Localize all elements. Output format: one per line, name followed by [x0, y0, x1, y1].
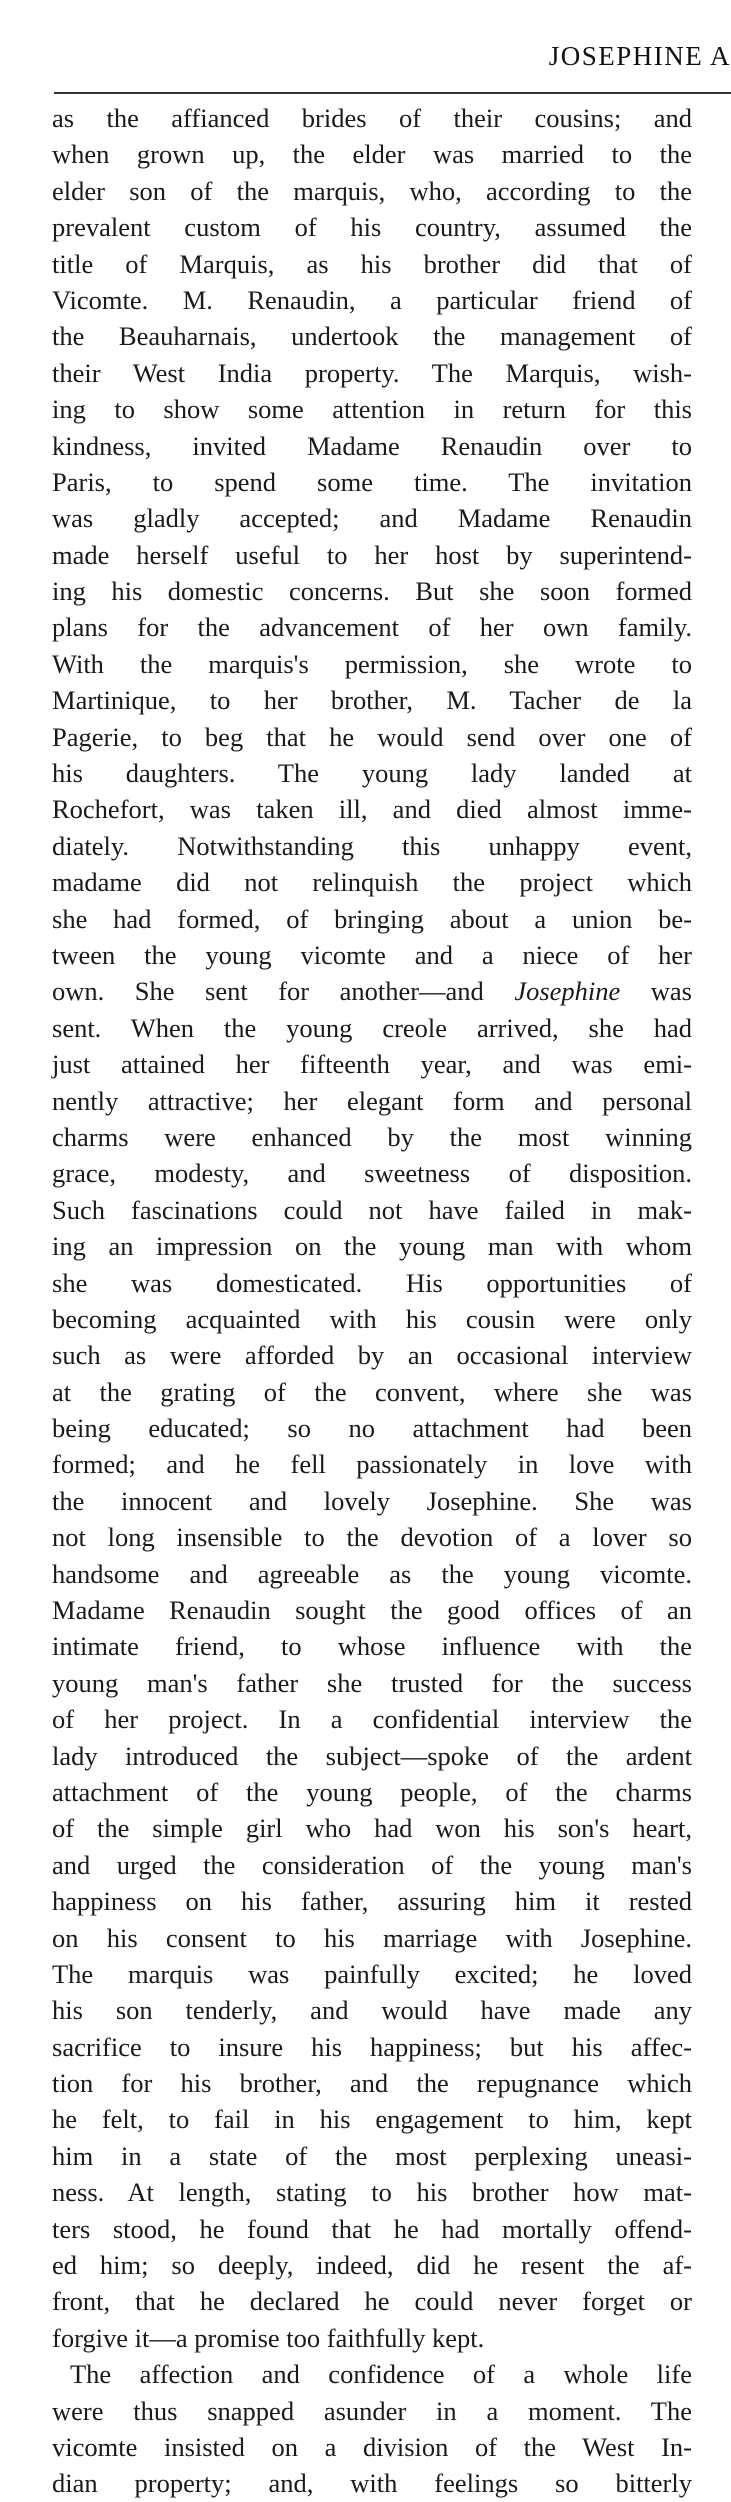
text-line: his son tenderly, and would have made any [52, 1995, 692, 2026]
text-line: Vicomte. M. Renaudin, a particular friend of [52, 284, 692, 315]
text-line: made herself useful to her host by superintend- [52, 539, 692, 570]
text-line: just attained her fifteenth year, and was emi- [52, 1049, 692, 1080]
text-line: prevalent custom of his country, assumed the [52, 212, 692, 243]
text-line: ed him; so deeply, indeed, did he resent the af- [52, 2250, 692, 2281]
text-line: Such fascinations could not have failed in mak- [52, 1194, 692, 1225]
text-line: dian property; and, with feelings so bitterly [52, 2468, 692, 2499]
text-line: ters stood, he found that he had mortally offend- [52, 2213, 692, 2244]
running-head: JOSEPHINE A [548, 41, 731, 71]
text-line: handsome and agreeable as the young vicomte. [52, 1558, 692, 1589]
text-line: forgive it—a promise too faithfully kept. [52, 2322, 485, 2353]
text-line: Rochefort, was taken ill, and died almost imme- [52, 794, 692, 825]
text-line: Pagerie, to beg that he would send over one of [52, 721, 692, 752]
text-line: his daughters. The young lady landed at [52, 758, 692, 789]
text-line: he felt, to fail in his engagement to him, kept [52, 2104, 692, 2135]
text-line: lady introduced the subject—spoke of the ardent [52, 1740, 692, 1771]
header-rule [54, 92, 731, 94]
text-line: front, that he declared he could never forget or [52, 2286, 692, 2317]
text-line: the Beauharnais, undertook the management of [52, 321, 692, 352]
page-header [0, 36, 731, 76]
text-line: young man's father she trusted for the success [52, 1667, 692, 1698]
emphasis-text: Josephine [514, 976, 621, 1007]
text-line: ing an impression on the young man with whom [52, 1231, 692, 1262]
text-line: she was domesticated. His opportunities of [52, 1267, 692, 1298]
text-line: elder son of the marquis, who, according to the [52, 175, 692, 206]
text-line: attachment of the young people, of the charms [52, 1776, 692, 1807]
text-line: as the affianced brides of their cousins; and [52, 103, 692, 133]
text-line: was gladly accepted; and Madame Renaudin [52, 503, 692, 534]
text-line: grace, modesty, and sweetness of disposition. [52, 1158, 692, 1189]
text-line: plans for the advancement of her own family. [52, 612, 692, 643]
text-line: With the marquis's permission, she wrote to [52, 648, 692, 679]
text-line: tion for his brother, and the repugnance which [52, 2068, 692, 2099]
text-line: Martinique, to her brother, M. Tacher de la [52, 685, 692, 716]
text-line: vicomte insisted on a division of the West In- [52, 2432, 692, 2462]
text-line: such as were afforded by an occasional interview [52, 1340, 692, 1371]
text-line: ness. At length, stating to his brother how mat- [52, 2177, 692, 2208]
text-line: their West India property. The Marquis, wish- [52, 357, 692, 388]
text-line: diately. Notwithstanding this unhappy event, [52, 830, 692, 861]
text-line: happiness on his father, assuring him it rested [52, 1886, 692, 1917]
text-line: Madame Renaudin sought the good offices of an [52, 1595, 692, 1626]
text-line: nently attractive; her elegant form and personal [52, 1085, 692, 1116]
text-line: sent. When the young creole arrived, she had [52, 1012, 692, 1043]
text-line: sacrifice to insure his happiness; but his affec- [52, 2031, 692, 2062]
text-line: The marquis was painfully excited; he loved [52, 1958, 692, 1989]
text-line: own. She sent for another—and Josephine was [52, 976, 692, 1007]
text-line: charms were enhanced by the most winning [52, 1121, 692, 1152]
body-text [52, 100, 692, 2502]
text-line: him in a state of the most perplexing uneasi- [52, 2140, 692, 2171]
text-line: ing his domestic concerns. But she soon formed [52, 576, 692, 607]
text-line: tween the young vicomte and a niece of her [52, 939, 692, 970]
text-line: of the simple girl who had won his son's heart, [52, 1813, 692, 1844]
text-line: at the grating of the convent, where she was [52, 1376, 692, 1407]
text-line: she had formed, of bringing about a union be- [52, 903, 692, 934]
text-line: were thus snapped asunder in a moment. The [52, 2395, 692, 2426]
text-line: the innocent and lovely Josephine. She was [52, 1485, 692, 1516]
text-line: ing to show some attention in return for this [52, 394, 692, 425]
text-line: of her project. In a confidential interview the [52, 1704, 692, 1735]
text-line: when grown up, the elder was married to the [52, 139, 692, 170]
text-line: The affection and confidence of a whole life [70, 2359, 692, 2390]
text-line: being educated; so no attachment had been [52, 1413, 692, 1444]
text-line: intimate friend, to whose influence with the [52, 1631, 692, 1662]
text-line: not long insensible to the devotion of a lover so [52, 1522, 692, 1553]
text-line: on his consent to his marriage with Josephine. [52, 1922, 692, 1953]
text-line: becoming acquainted with his cousin were only [52, 1303, 692, 1334]
text-line: kindness, invited Madame Renaudin over to [52, 430, 692, 461]
text-line: title of Marquis, as his brother did that of [52, 248, 692, 279]
text-line: and urged the consideration of the young man's [52, 1849, 692, 1880]
text-line: Paris, to spend some time. The invitation [52, 466, 692, 497]
text-line: formed; and he fell passionately in love with [52, 1449, 692, 1480]
text-line: madame did not relinquish the project which [52, 867, 692, 898]
